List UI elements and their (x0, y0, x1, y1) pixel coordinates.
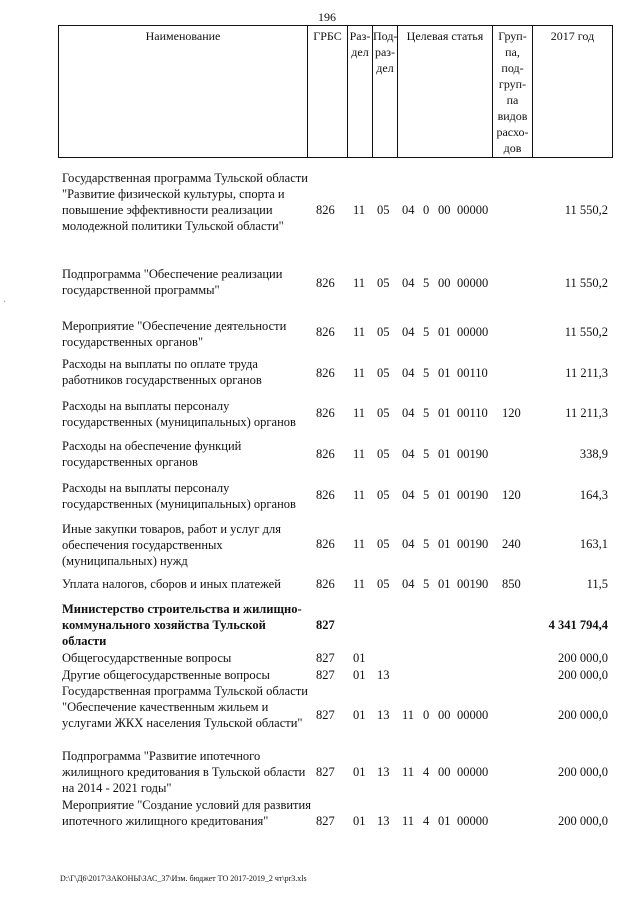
header-name: Наименование (145, 29, 221, 43)
row-name: Общегосударственные вопросы (62, 651, 232, 665)
row-cs-direction: 00000 (457, 765, 489, 779)
row-grbs: 827 (316, 651, 335, 665)
row-grbs: 827 (316, 765, 335, 779)
row-cs-event: 00 (438, 765, 451, 779)
row-cs-event: 00 (438, 276, 451, 290)
row-vr: 240 (502, 537, 521, 551)
row-cs-subprogram: 4 (423, 765, 430, 779)
row-cs-program: 04 (402, 537, 415, 551)
margin-mark: · (3, 297, 7, 308)
row-cs-direction: 00000 (457, 325, 489, 339)
row-vr: 120 (502, 488, 521, 502)
row-cs-direction: 00000 (457, 814, 489, 828)
row-cs-program: 04 (402, 203, 415, 217)
row-cs-subprogram: 5 (423, 406, 430, 420)
page-number: 196 (318, 10, 336, 24)
row-cs-event: 01 (438, 488, 451, 502)
row-pr: 13 (377, 765, 390, 779)
row-name: Подпрограмма "Развитие ипотечного жилищного кредитования в Тульской области на 2014 - 2021 годы" (62, 749, 306, 795)
row-cs-direction: 00190 (457, 447, 489, 461)
row-name: Расходы на выплаты по оплате труда работников государственных органов (62, 357, 262, 387)
row-vr: 120 (502, 406, 521, 420)
row-cs-event: 01 (438, 366, 451, 380)
row-amount: 11,5 (586, 577, 608, 591)
row-rz: 11 (353, 366, 366, 380)
row-name: Иные закупки товаров, работ и услуг для обеспечения государственных (муниципальных) нужд (62, 522, 282, 568)
row-cs-event: 01 (438, 447, 451, 461)
row-name: Другие общегосударственные вопросы (62, 668, 270, 682)
file-path-footer: D:\Г\Д6\2017\ЗАКОНЫ\ЗАС_37\Изм. бюджет ТО 2017-2019_2 чт\pr3.xls (60, 874, 307, 883)
row-pr: 05 (377, 325, 390, 339)
row-grbs: 827 (316, 708, 335, 722)
row-cs-subprogram: 5 (423, 447, 430, 461)
row-rz: 11 (353, 537, 366, 551)
header-razdel: Раз- дел (349, 29, 371, 59)
row-amount: 164,3 (579, 488, 608, 502)
row-cs-event: 00 (438, 203, 451, 217)
row-grbs: 826 (316, 537, 335, 551)
row-cs-program: 11 (402, 708, 415, 722)
header-grbs: ГРБС (313, 29, 342, 43)
row-cs-direction: 00000 (457, 276, 489, 290)
row-cs-event: 00 (438, 708, 451, 722)
row-rz: 11 (353, 406, 366, 420)
row-cs-subprogram: 0 (423, 708, 430, 722)
row-cs-event: 01 (438, 325, 451, 339)
row-cs-subprogram: 5 (423, 577, 430, 591)
row-cs-event: 01 (438, 406, 451, 420)
row-grbs: 827 (316, 668, 335, 682)
row-name: Расходы на выплаты персоналу государственных (муниципальных) органов (62, 399, 296, 429)
row-cs-program: 11 (402, 814, 415, 828)
row-amount: 4 341 794,4 (548, 618, 608, 632)
row-cs-program: 04 (402, 447, 415, 461)
row-amount: 11 550,2 (564, 203, 608, 217)
row-rz: 11 (353, 488, 366, 502)
row-grbs: 826 (316, 447, 335, 461)
row-amount: 163,1 (579, 537, 608, 551)
row-cs-program: 04 (402, 488, 415, 502)
row-pr: 05 (377, 488, 390, 502)
row-cs-direction: 00000 (457, 203, 489, 217)
row-name: Мероприятие "Обеспечение деятельности государственных органов" (62, 319, 287, 349)
row-pr: 05 (377, 203, 390, 217)
row-cs-event: 01 (438, 537, 451, 551)
row-pr: 05 (377, 537, 390, 551)
row-name: Расходы на выплаты персоналу государственных (муниципальных) органов (62, 481, 296, 511)
row-pr: 05 (377, 366, 390, 380)
row-rz: 01 (353, 668, 366, 682)
row-cs-subprogram: 5 (423, 366, 430, 380)
row-rz: 11 (353, 203, 366, 217)
header-podrazdel: Под- раз- дел (373, 29, 398, 75)
row-cs-direction: 00190 (457, 577, 489, 591)
row-pr: 13 (377, 708, 390, 722)
row-cs-program: 11 (402, 765, 415, 779)
row-rz: 01 (353, 708, 366, 722)
row-amount: 11 211,3 (565, 366, 608, 380)
row-name: Государственная программа Тульской области "Обеспечение качественным жильем и услугами ЖКХ населения Тульской области" (62, 684, 308, 730)
row-grbs: 826 (316, 203, 335, 217)
row-amount: 11 211,3 (565, 406, 608, 420)
row-rz: 11 (353, 325, 366, 339)
row-cs-program: 04 (402, 276, 415, 290)
row-name: Министерство строительства и жилищно-коммунального хозяйства Тульской области (62, 602, 302, 648)
row-grbs: 826 (316, 406, 335, 420)
row-name: Государственная программа Тульской области "Развитие физической культуры, спорта и повышение эффективности реализации молодежной политики Тульской области" (62, 171, 308, 233)
row-name: Мероприятие "Создание условий для развития ипотечного жилищного кредитования" (62, 798, 311, 828)
row-amount: 200 000,0 (558, 651, 608, 665)
row-pr: 13 (377, 814, 390, 828)
row-cs-direction: 00190 (457, 488, 489, 502)
row-cs-direction: 00000 (457, 708, 489, 722)
row-cs-direction: 00190 (457, 537, 489, 551)
row-pr: 05 (377, 447, 390, 461)
row-amount: 11 550,2 (564, 276, 608, 290)
row-amount: 200 000,0 (558, 708, 608, 722)
row-name: Уплата налогов, сборов и иных платежей (62, 577, 281, 591)
row-amount: 200 000,0 (558, 668, 608, 682)
row-amount: 200 000,0 (558, 814, 608, 828)
row-cs-program: 04 (402, 577, 415, 591)
row-grbs: 826 (316, 325, 335, 339)
row-cs-subprogram: 5 (423, 488, 430, 502)
row-rz: 01 (353, 651, 366, 665)
row-vr: 850 (502, 577, 521, 591)
row-pr: 05 (377, 276, 390, 290)
row-grbs: 827 (316, 618, 335, 632)
row-cs-subprogram: 4 (423, 814, 430, 828)
row-rz: 01 (353, 814, 366, 828)
row-grbs: 826 (316, 488, 335, 502)
row-rz: 11 (353, 276, 366, 290)
row-pr: 13 (377, 668, 390, 682)
row-cs-program: 04 (402, 366, 415, 380)
row-grbs: 826 (316, 366, 335, 380)
row-grbs: 826 (316, 276, 335, 290)
row-cs-program: 04 (402, 325, 415, 339)
header-year: 2017 год (550, 29, 595, 43)
row-grbs: 827 (316, 814, 335, 828)
row-cs-event: 01 (438, 577, 451, 591)
row-rz: 11 (353, 577, 366, 591)
row-cs-event: 01 (438, 814, 451, 828)
row-cs-direction: 00110 (457, 366, 488, 380)
row-grbs: 826 (316, 577, 335, 591)
row-name: Расходы на обеспечение функций государственных органов (62, 439, 242, 469)
row-amount: 200 000,0 (558, 765, 608, 779)
row-amount: 338,9 (579, 447, 608, 461)
row-pr: 05 (377, 577, 390, 591)
row-pr: 05 (377, 406, 390, 420)
row-rz: 01 (353, 765, 366, 779)
row-cs-subprogram: 5 (423, 537, 430, 551)
row-cs-subprogram: 5 (423, 276, 430, 290)
header-expense-group: Груп- па, под- груп- па видов расхо- дов (496, 29, 529, 155)
row-amount: 11 550,2 (564, 325, 608, 339)
row-cs-subprogram: 0 (423, 203, 430, 217)
header-target-article: Целевая статья (406, 29, 484, 43)
row-cs-subprogram: 5 (423, 325, 430, 339)
row-name: Подпрограмма "Обеспечение реализации государственной программы" (62, 267, 283, 297)
row-cs-direction: 00110 (457, 406, 488, 420)
row-cs-program: 04 (402, 406, 415, 420)
row-rz: 11 (353, 447, 366, 461)
